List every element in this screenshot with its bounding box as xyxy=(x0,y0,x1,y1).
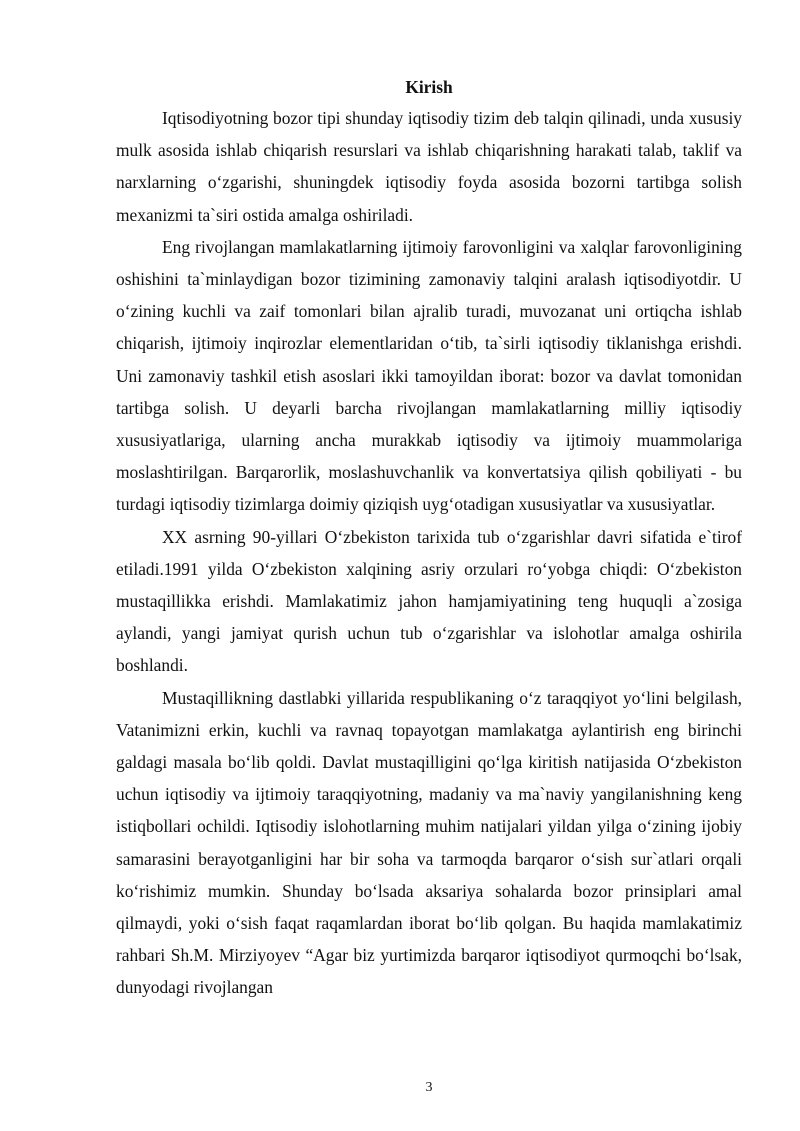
paragraph-2: Eng rivojlangan mamlakatlarning ijtimoiy farovonligini va xalqlar farovonligining oshishini ta`minlaydigan bozor tizimining zamonaviy talqini aralash iqtisodiyotdir. U o‘zining kuchli va zaif tomonlari bilan ajralib turadi, muvozanat uni ortiqcha ishlab chiqarish, ijtimoiy inqirozlar elementlaridan o‘tib, ta`sirli iqtisodiy tiklanishga erishdi. Uni zamonaviy tashkil etish asoslari ikki tamoyildan iborat: bozor va davlat tomonidan tartibga solish. U deyarli barcha rivojlangan mamlakatlarning milliy iqtisodiy xususiyatlariga, ularning ancha murakkab iqtisodiy va ijtimoiy muammolariga moslashtirilgan. Barqarorlik, moslashuvchanlik va konvertatsiya qilish qobiliyati - bu turdagi iqtisodiy tizimlarga doimiy qiziqish uyg‘otadigan xususiyatlar va xususiyatlar. xyxy=(116,236,742,515)
section-title: Kirish xyxy=(405,77,453,97)
paragraph-4: Mustaqillikning dastlabki yillarida respublikaning o‘z taraqqiyot yo‘lini belgilash, Vatanimizni erkin, kuchli va ravnaq topayotgan mamlakatga aylantirish eng birinchi galdagi masala bo‘lib qoldi. Davlat mustaqilligini qo‘lga kiritish natijasida O‘zbekiston uchun iqtisodiy va ijtimoiy taraqqiyotning, madaniy va ma`naviy yangilanishning keng istiqbollari ochildi. Iqtisodiy islohotlarning muhim natijalari yildan yilga o‘zining ijobiy samarasini berayotganligini har bir soha va tarmoqda barqaror o‘sish sur`atlari orqali ko‘rishimiz mumkin. Shunday bo‘lsada aksariya sohalarda bozor prinsiplari amal qilmaydi, yoki o‘sish faqat raqamlardan iborat bo‘lib qolgan. Bu haqida mamlakatimiz rahbari Sh.M. Mirziyoyev “Agar biz yurtimizda barqaror iqtisodiyot qurmoqchi bo‘lsak, dunyodagi rivojlangan xyxy=(116,687,742,998)
paragraph-3: XX asrning 90-yillari O‘zbekiston tarixida tub o‘zgarishlar davri sifatida e`tirof etiladi.1991 yilda O‘zbekiston xalqining asriy orzulari ro‘yobga chiqdi: O‘zbekiston mustaqillikka erishdi. Mamlakatimiz jahon hamjamiyatining teng huquqli a`zosiga aylandi, yangi jamiyat qurish uchun tub o‘zgarishlar va islohotlar amalga oshirila boshlandi. xyxy=(116,526,742,676)
page-number: 3 xyxy=(425,1080,433,1095)
paragraph-1: Iqtisodiyotning bozor tipi shunday iqtisodiy tizim deb talqin qilinadi, unda xususiy mulk asosida ishlab chiqarish resurslari va ishlab chiqarishning harakati talab, taklif va narxlarning o‘zgarishi, shuningdek iqtisodiy foyda asosida bozorni tartibga solish mexanizmi ta`siri ostida amalga oshiriladi. xyxy=(116,108,742,225)
document-page xyxy=(116,72,742,1004)
